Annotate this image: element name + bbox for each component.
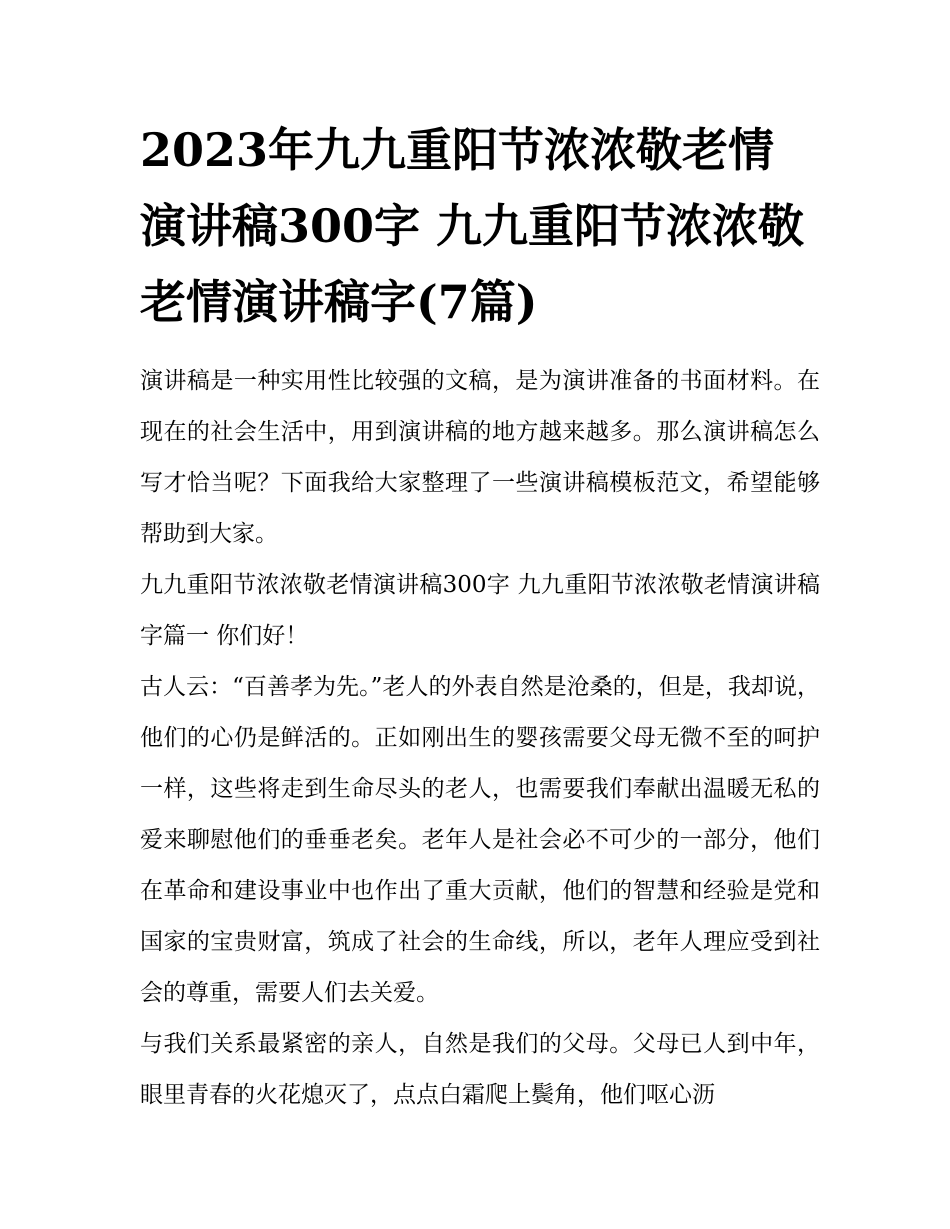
document-body [140,356,820,1121]
section-heading-paragraph: 九九重阳节浓浓敬老情演讲稿300字 九九重阳节浓浓敬老情演讲稿字篇一 你们好！ [140,572,820,649]
body-paragraph: 古人云：“百善孝为先。”老人的外表自然是沧桑的，但是，我却说，他们的心仍是鲜活的。正如刚出生的婴孩需要父母无微不至的呵护一样，这些将走到生命尽头的老人，也需要我们奉献出温暖无私的爱来聊慰他们的垂垂老矣。老年人是社会必不可少的一部分，他们在革命和建设事业中也作出了重大贡献，他们的智慧和经验是党和国家的宝贵财富，筑成了社会的生命线，所以，老年人理应受到社会的尊重，需要人们去关爱。 [140,674,820,1006]
body-paragraph: 与我们关系最紧密的亲人，自然是我们的父母。父母已人到中年，眼里青春的火花熄灭了，点点白霜爬上鬓角，他们呕心沥 [140,1031,820,1108]
document-title: 2023年九九重阳节浓浓敬老情演讲稿300字 九九重阳节浓浓敬老情演讲稿字(7篇) [140,123,805,329]
intro-paragraph: 演讲稿是一种实用性比较强的文稿，是为演讲准备的书面材料。在现在的社会生活中，用到演讲稿的地方越来越多。那么演讲稿怎么写才恰当呢？下面我给大家整理了一些演讲稿模板范文，希望能够帮助到大家。 [140,368,820,547]
